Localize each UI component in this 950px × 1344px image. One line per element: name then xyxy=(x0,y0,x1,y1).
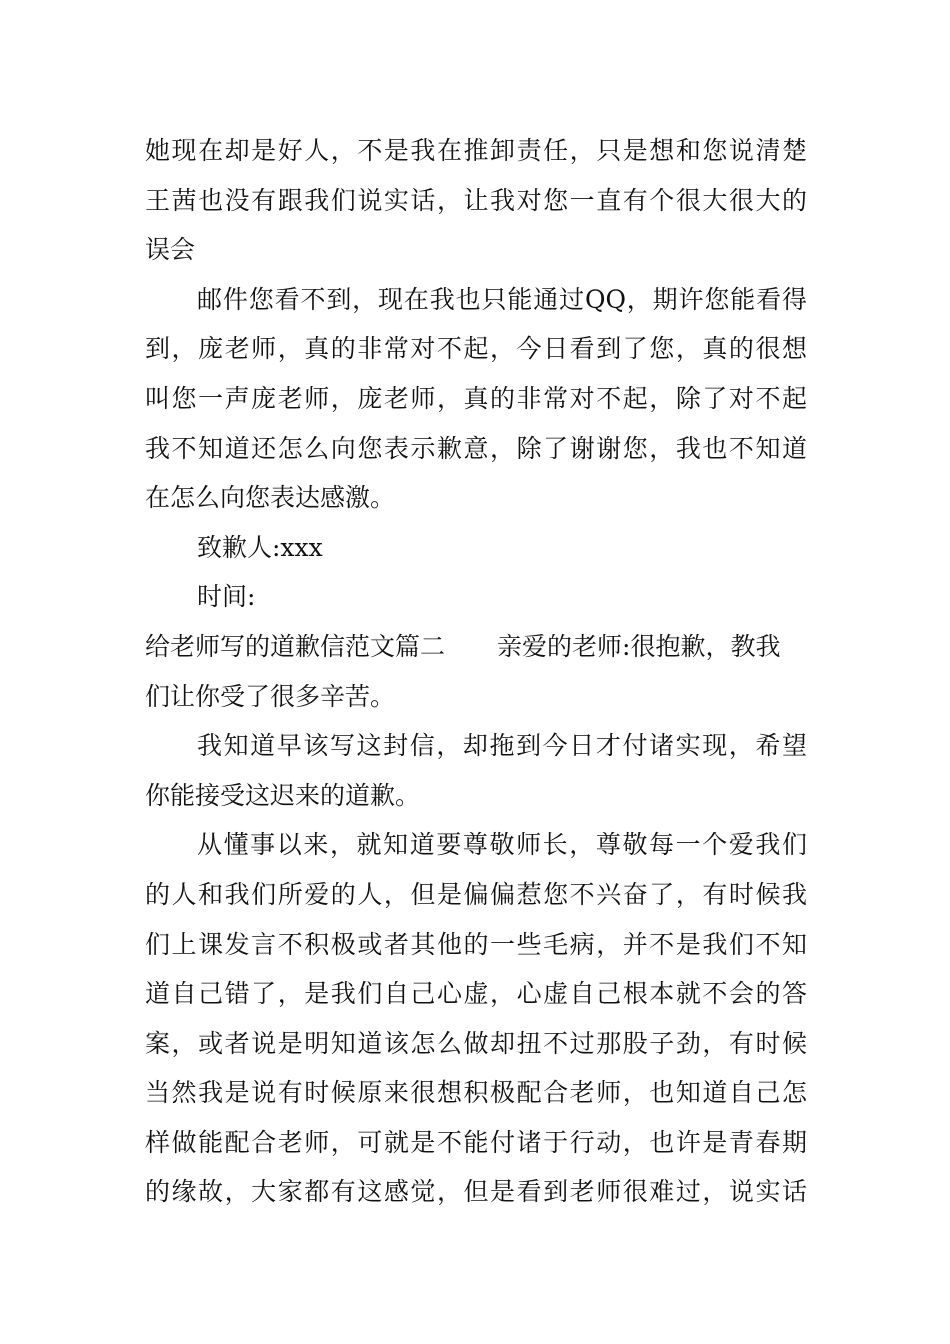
text-line: 们让你受了很多辛苦。 xyxy=(145,681,396,711)
text-line: 从懂事以来，就知道要尊敬师长，尊敬每一个爱我们 xyxy=(197,830,807,860)
text-line: 我知道早该写这封信，却拖到今日才付诸实现，希望 xyxy=(197,731,807,761)
text-line: 样做能配合老师，可就是不能付诸于行动，也许是青春期 xyxy=(145,1127,807,1157)
paragraph-4 xyxy=(145,820,807,1217)
text-line: 在怎么向您表达感激。 xyxy=(145,483,396,513)
text-line: 案，或者说是明知道该怎么做却扭不过那股子劲，有时候 xyxy=(145,1028,807,1058)
paragraph-1 xyxy=(145,126,807,275)
section-title: 给老师写的道歉信范文篇二 xyxy=(145,631,446,661)
document-page xyxy=(145,126,807,1217)
time-label: 时间: xyxy=(197,582,256,612)
text-line: 的缘故，大家都有这感觉，但是看到老师很难过，说实话 xyxy=(145,1177,807,1207)
text-line: 叫您一声庞老师，庞老师，真的非常对不起，除了对不起 xyxy=(145,383,807,413)
text-line: 到，庞老师，真的非常对不起，今日看到了您，真的很想 xyxy=(145,334,807,364)
text-line: 的人和我们所爱的人，但是偏偏惹您不兴奋了，有时候我 xyxy=(145,879,807,909)
paragraph-3 xyxy=(145,721,807,820)
text-line: 我不知道还怎么向您表示歉意，除了谢谢您，我也不知道 xyxy=(145,433,807,463)
section-heading-line xyxy=(145,622,807,672)
text-line: 误会 xyxy=(145,235,196,265)
text-line: 们上课发言不积极或者其他的一些毛病，并不是我们不知 xyxy=(145,929,807,959)
paragraph-2 xyxy=(145,275,807,523)
text-line: 王茜也没有跟我们说实话，让我对您一直有个很大很大的 xyxy=(145,185,807,215)
text-line: 道自己错了，是我们自己心虚，心虚自己根本就不会的答 xyxy=(145,979,807,1009)
text-line: 当然我是说有时候原来很想积极配合老师，也知道自己怎 xyxy=(145,1078,807,1108)
text-line: 邮件您看不到，现在我也只能通过QQ，期许您能看得 xyxy=(197,284,807,314)
letter-greeting: 亲爱的老师:很抱歉，教我 xyxy=(497,631,781,661)
signature: 致歉人:xxx xyxy=(197,532,323,562)
text-line: 她现在却是好人，不是我在推卸责任，只是想和您说清楚 xyxy=(145,136,807,165)
text-line: 你能接受这迟来的道歉。 xyxy=(145,780,421,810)
